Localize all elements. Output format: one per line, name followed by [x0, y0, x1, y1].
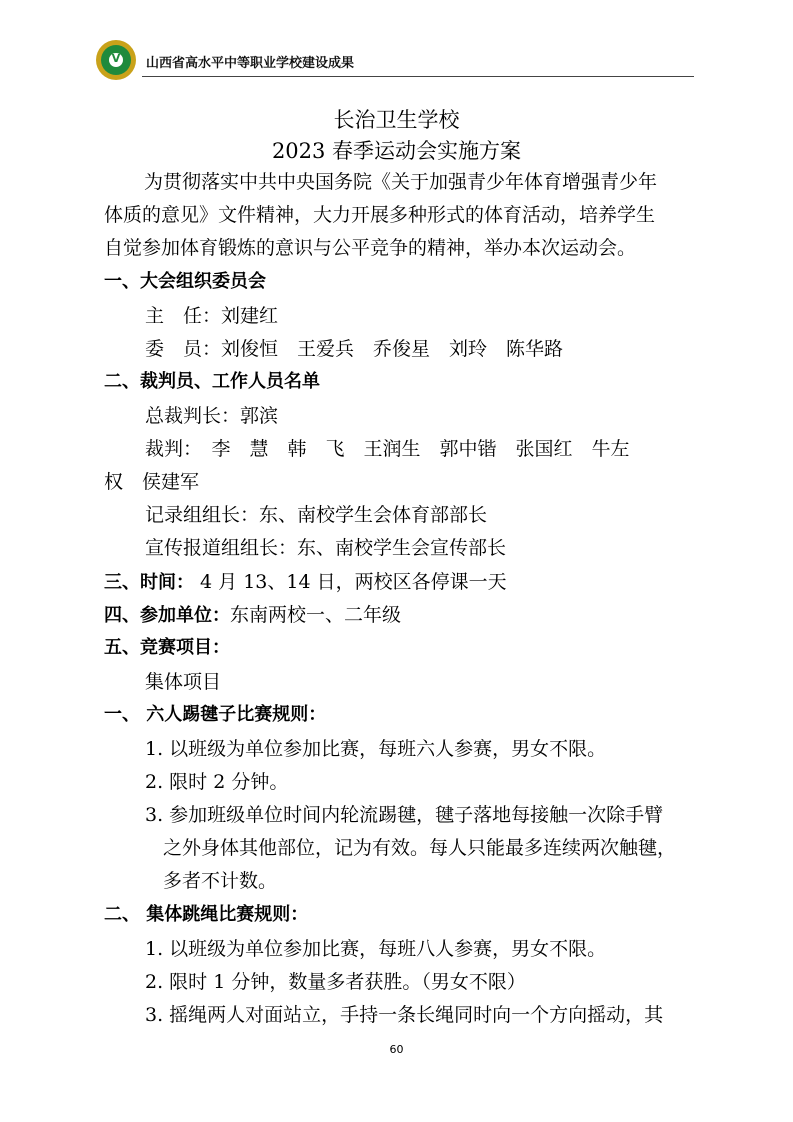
page-header: [96, 40, 696, 86]
chief-referee: 总裁判长：郭滨: [145, 405, 279, 427]
doc-title: 长治卫生学校: [333, 108, 460, 132]
school-emblem-icon: V: [96, 40, 136, 80]
rule-1-3c: 多者不计数。: [163, 870, 278, 892]
referees-line-2: 权 侯建军: [104, 471, 200, 493]
referees-line-1: 裁判： 李 慧 韩 飞 王润生 郭中锴 张国红 牛左: [145, 438, 630, 460]
rule-1-1: 1. 以班级为单位参加比赛，每班六人参赛，男女不限。: [145, 738, 607, 760]
section-heading-1: 一、大会组织委员会: [104, 271, 266, 292]
publicity-group-leader: 宣传报道组组长：东、南校学生会宣传部长: [145, 537, 507, 559]
rule-2-3: 3. 摇绳两人对面站立，手持一条长绳同时向一个方向摇动，其: [145, 1004, 664, 1026]
committee-members: 委 员：刘俊恒 王爱兵 乔俊星 刘玲 陈华路: [145, 338, 564, 360]
time-text: 4 月 13、14 日，两校区各停课一天: [194, 571, 507, 593]
section-heading-2: 二、裁判员、工作人员名单: [104, 371, 320, 392]
rule-1-3b: 之外身体其他部位，记为有效。每人只能最多连续两次触毽，: [163, 837, 677, 859]
intro-line-2: 体质的意见》文件精神，大力开展多种形式的体育活动，培养学生: [104, 204, 656, 226]
section-3-time: [104, 570, 507, 595]
intro-line-3: 自觉参加体育锻炼的意识与公平竞争的精神，举办本次运动会。: [104, 237, 637, 259]
rule-1-3a: 3. 参加班级单位时间内轮流踢毽，毽子落地每接触一次除手臂: [145, 804, 664, 826]
record-group-leader: 记录组组长：东、南校学生会体育部部长: [145, 504, 488, 526]
section-heading-3: 三、时间：: [104, 572, 194, 593]
rule-2-1: 1. 以班级为单位参加比赛，每班八人参赛，男女不限。: [145, 938, 607, 960]
header-divider: [142, 76, 694, 77]
section-heading-5: 五、竞赛项目：: [104, 637, 230, 658]
event-heading-shuttlecock: 一、 六人踢毽子比赛规则：: [104, 704, 327, 725]
group-events: 集体项目: [145, 671, 222, 693]
page-number: 60: [389, 1043, 404, 1056]
rule-2-2: 2. 限时 1 分钟，数量多者获胜。（男女不限）: [145, 971, 526, 993]
header-title: 山西省高水平中等职业学校建设成果: [146, 56, 355, 71]
committee-chair: 主 任：刘建红: [145, 305, 279, 327]
section-4-units: [104, 603, 401, 628]
event-heading-jump-rope: 二、 集体跳绳比赛规则：: [104, 904, 309, 925]
units-text: 东南两校一、二年级: [230, 604, 402, 626]
doc-subtitle: 2023 春季运动会实施方案: [271, 139, 522, 163]
section-heading-4: 四、参加单位：: [104, 605, 230, 626]
intro-line-1: 为贯彻落实中共中央国务院《关于加强青少年体育增强青少年: [144, 171, 658, 193]
rule-1-2: 2. 限时 2 分钟。: [145, 771, 289, 793]
